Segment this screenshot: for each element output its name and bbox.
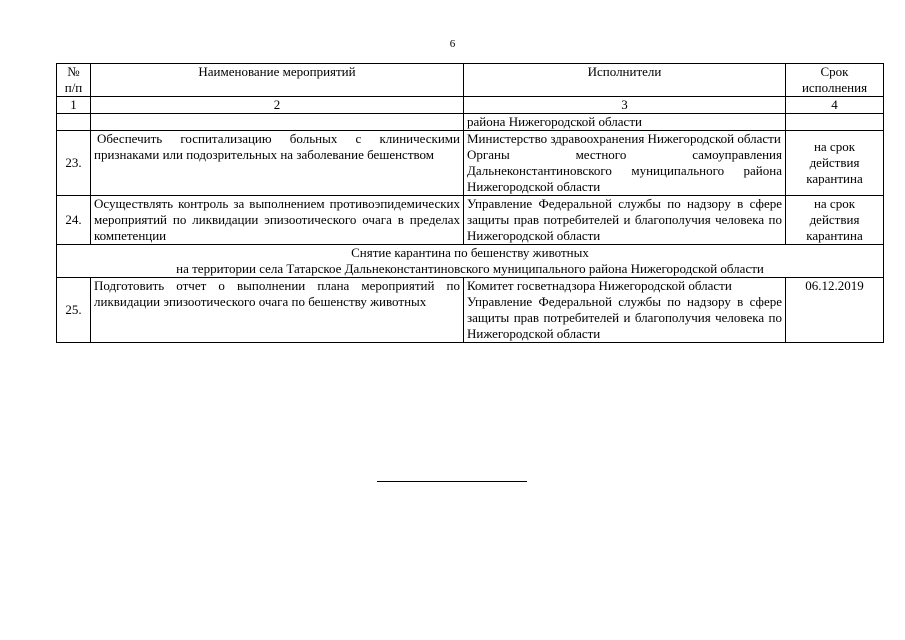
table-row — [57, 131, 884, 196]
footer-divider — [377, 481, 527, 482]
cont-num — [57, 114, 91, 131]
table-row — [57, 278, 884, 343]
index-row — [57, 97, 884, 114]
table-row — [57, 196, 884, 245]
section-title-line2: на территории села Татарское Дальнеконстантиновского муниципального района Нижегородской области — [176, 261, 764, 276]
header-num — [57, 64, 91, 97]
section-title-line1: Снятие карантина по бешенству животных — [351, 245, 589, 260]
index-cell: 1 — [57, 97, 91, 114]
row-measure: Осуществлять контроль за выполнением противоэпидемических мероприятий по ликвидации эпизоотического очага в пределах компетенции — [91, 196, 464, 245]
row-number: 23. — [57, 131, 91, 196]
section-heading — [57, 245, 884, 278]
row-executors — [464, 196, 786, 245]
header-row — [57, 64, 884, 97]
cont-term — [786, 114, 884, 131]
page-number: 6 — [449, 38, 456, 50]
row-executor: Министерство здравоохранения Нижегородской области — [467, 131, 781, 146]
header-term-line2: исполнения — [801, 80, 868, 95]
header-term — [786, 64, 884, 97]
index-cell: 3 — [464, 97, 786, 114]
header-term-line1: Срок — [820, 64, 849, 79]
row-executor: Органы местного самоуправления Дальнеконстантиновского муниципального района Нижегородской области — [467, 147, 782, 194]
header-name: Наименование мероприятий — [91, 64, 464, 97]
row-executor: Управление Федеральной службы по надзору в сфере защиты прав потребителей и благополучия человека по Нижегородской области — [467, 294, 782, 341]
index-cell: 4 — [786, 97, 884, 114]
cont-exec: района Нижегородской области — [464, 114, 786, 131]
row-executors — [464, 278, 786, 343]
row-executor: Комитет госветнадзора Нижегородской области — [467, 278, 732, 293]
header-num-line2: п/п — [64, 80, 83, 95]
header-num-line1: № — [67, 64, 80, 79]
plan-table — [56, 63, 884, 343]
row-executor: Управление Федеральной службы по надзору в сфере защиты прав потребителей и благополучия человека по Нижегородской области — [467, 196, 782, 243]
header-exec: Исполнители — [464, 64, 786, 97]
row-number: 24. — [57, 196, 91, 245]
cont-name — [91, 114, 464, 131]
row-term: на срок действия карантина — [786, 196, 884, 245]
row-term: на срок действия карантина — [786, 131, 884, 196]
section-row — [57, 245, 884, 278]
continuation-row — [57, 114, 884, 131]
row-term: 06.12.2019 — [786, 278, 884, 343]
index-cell: 2 — [91, 97, 464, 114]
row-measure: Обеспечить госпитализацию больных с клиническими признаками или подозрительных на заболевание бешенством — [91, 131, 464, 196]
row-executors — [464, 131, 786, 196]
row-number: 25. — [57, 278, 91, 343]
row-measure: Подготовить отчет о выполнении плана мероприятий по ликвидации эпизоотического очага по бешенству животных — [91, 278, 464, 343]
